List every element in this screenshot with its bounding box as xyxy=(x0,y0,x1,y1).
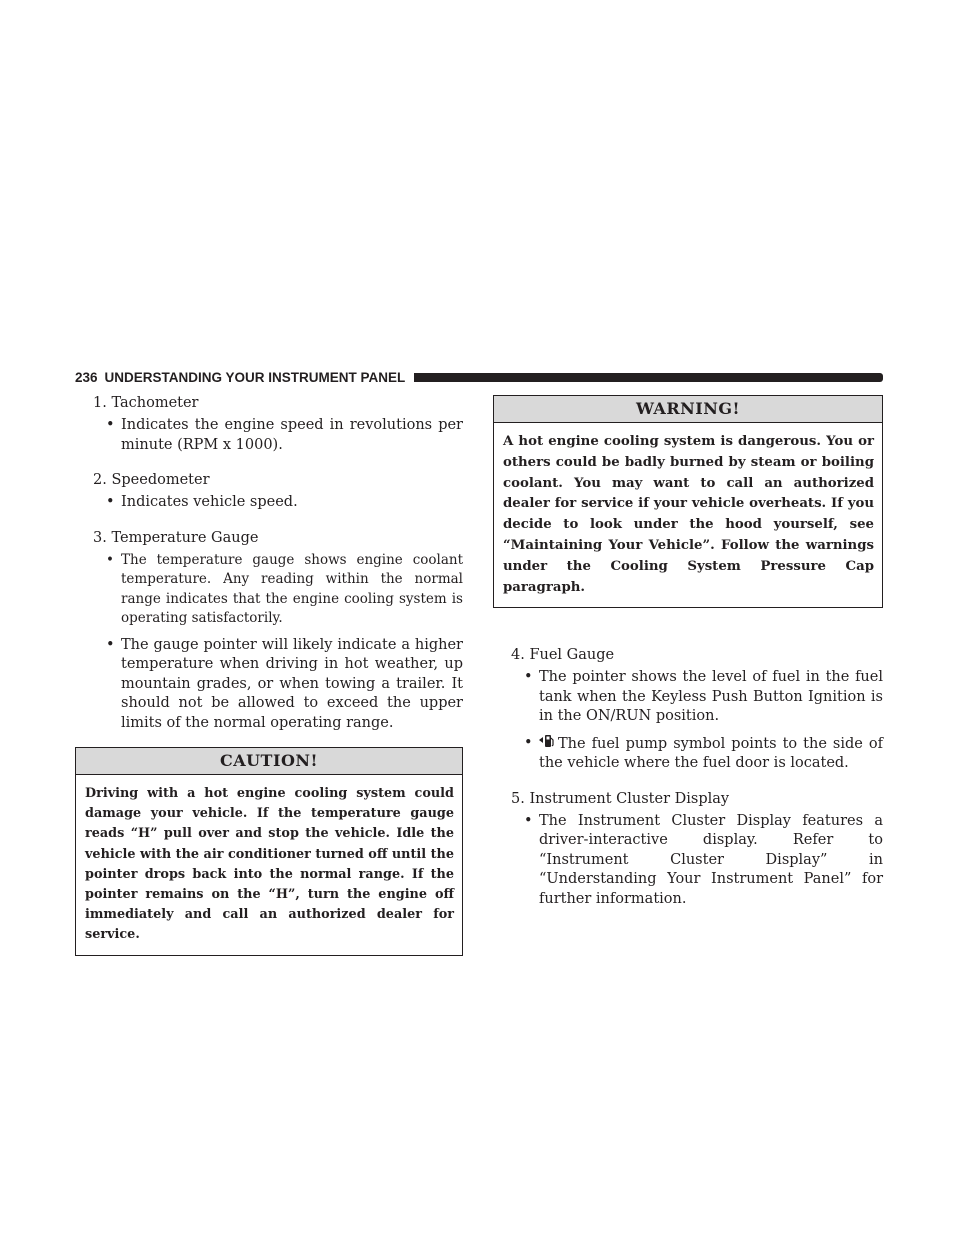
bullet-cluster-display xyxy=(493,812,883,910)
bullet-temperature-1 xyxy=(75,551,463,629)
bullet-text: The fuel pump symbol points to the side of the vehicle where the fuel door is located. xyxy=(539,735,883,772)
item-title-fuel-gauge: 4. Fuel Gauge xyxy=(511,647,615,664)
warning-heading: WARNING! xyxy=(494,396,882,423)
bullet-text: Indicates vehicle speed. xyxy=(121,494,298,510)
bullet-dot: • xyxy=(106,551,114,568)
page-number: 236 xyxy=(75,369,98,385)
right-column xyxy=(493,393,883,916)
bullet-text: Indicates the engine speed in revolutions per minute (RPM x 1000). xyxy=(121,417,463,453)
bullet-text: The Instrument Cluster Display features a driver-interactive display. Refer to “Instrument Cluster Display” in “Understanding Your Instrument Panel” for further information. xyxy=(539,812,883,907)
bullet-fuel-2 xyxy=(493,734,883,774)
fuel-pump-icon xyxy=(539,734,554,749)
bullet-dot: • xyxy=(106,417,115,433)
item-title-speedometer: 2. Speedometer xyxy=(93,472,210,488)
bullet-text: The temperature gauge shows engine coolant temperature. Any reading within the normal range indicates that the engine cooling system is operating satisfactorily. xyxy=(121,551,463,626)
bullet-text: The pointer shows the level of fuel in the fuel tank when the Keyless Push Button Ignition is in the ON/RUN position. xyxy=(539,669,883,725)
warning-text: A hot engine cooling system is dangerous. You or others could be badly burned by steam or boiling coolant. You may want to call an authorized dealer for service if your vehicle overheats. If you decide to look under the hood yourself, see “Maintaining Your Vehicle”. Follow the warnings under the Cooling System Pressure Cap paragraph. xyxy=(503,434,874,595)
left-column xyxy=(75,393,463,956)
bullet-dot: • xyxy=(106,636,115,653)
bullet-dot: • xyxy=(106,494,115,510)
header-rule xyxy=(414,373,883,382)
bullet-dot: • xyxy=(524,812,533,829)
bullet-temperature-2 xyxy=(75,636,463,734)
item-title-instrument-cluster-display: 5. Instrument Cluster Display xyxy=(511,790,730,807)
warning-box xyxy=(493,395,883,608)
item-title-tachometer: 1. Tachometer xyxy=(93,395,199,411)
bullet-fuel-1 xyxy=(493,668,883,727)
bullet-speedometer xyxy=(75,493,463,513)
item-title-temperature-gauge: 3. Temperature Gauge xyxy=(93,529,259,546)
bullet-dot: • xyxy=(524,669,533,686)
bullet-tachometer xyxy=(75,416,463,455)
section-title: UNDERSTANDING YOUR INSTRUMENT PANEL xyxy=(104,369,406,385)
caution-box xyxy=(75,747,463,956)
caution-text: Driving with a hot engine cooling system could damage your vehicle. If the temperature gauge reads “H” pull over and stop the vehicle. Idle the vehicle with the air conditioner turned off until the pointer drops back into the normal range. If the pointer remains on the “H”, turn the engine off immediately and call an authorized dealer for service. xyxy=(85,786,454,943)
page-header xyxy=(75,367,883,387)
caution-heading: CAUTION! xyxy=(76,748,462,775)
bullet-dot: • xyxy=(524,734,533,751)
bullet-text: The gauge pointer will likely indicate a higher temperature when driving in hot weather, up mountain grades, or when towing a trailer. It should not be allowed to exceed the upper limits of the normal operating range. xyxy=(121,636,463,731)
